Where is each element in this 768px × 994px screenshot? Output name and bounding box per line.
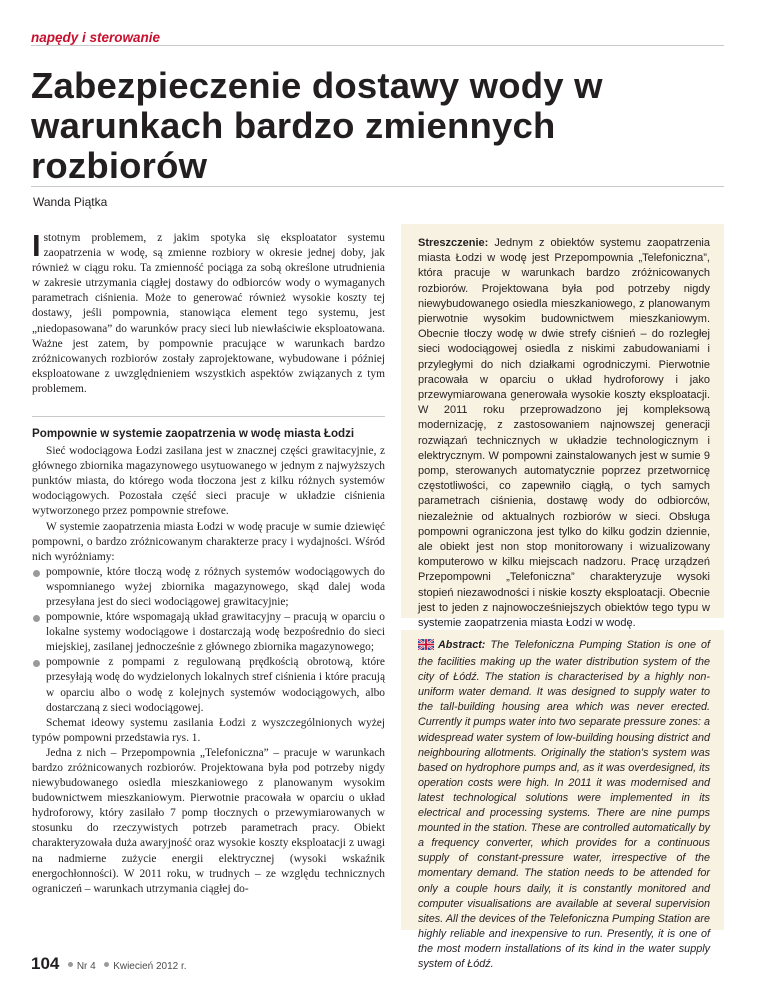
subheading: Pompownie w systemie zaopatrzenia w wodę miasta Łodzi xyxy=(32,427,355,441)
separator-dot xyxy=(104,962,109,967)
abstract-polish xyxy=(401,224,724,630)
abstract-polish-text: Jednym z obiektów systemu zaopatrzenia miasta Łodzi w wodę jest Przepompownia „Telefoniczna”, która pracuje w warunkach bardzo zróżnicowanych rozbiorów. Projektowana była pod potrzeby nigdy niewybudowanego osiedla mieszkaniowego, z planowanym pierwotnie wysokim budownictwem mieszkaniowym. Obecnie tłoczy wodę w dwie strefy ciśnień – do rozległej sieci wodociągowej osiedla z niskimi zabudowaniami i przyległymi do nich działkami ogrodniczymi. Pierwotnie pracowała w oparciu o układ hydroforowy i jako przewymiarowana generowała wysokie koszty eksploatacji. W 2011 roku przeprowadzono jej kompleksową modernizację, z zastosowaniem najnowszej generacji rozwiązań technicznych w układzie technologicznym i elektrycznym. W pompowni zainstalowanych jest w sumie 9 pomp, sterowanych automatycznie poprzez przetwornicę częstotliwości, co zapewniło ciągłą, o tych samych parametrach ciśnienia, dostawę wody do odbiorców, niezależnie od aktualnych rozbiorów w sieci. Obsługa pompowni ograniczona jest tylko do kilku godzin dziennie, ale obiekt jest non stop monitorowany i wizualizowany komputerowo w kilku miejscach nadzoru. Pracę urządzeń Przepompowni „Telefoniczna” charakteryzuje wysoki stopień niezawodności i niskie koszty eksploatacji. Obecnie jest to jeden z najnowocześniejszych obiektów tego typu w systemie zaopatrzenia miasta Łodzi w wodę. xyxy=(418,237,710,630)
subheading-rule xyxy=(32,416,385,417)
bullet-icon xyxy=(33,660,40,667)
left-column xyxy=(32,228,385,897)
list-item: pompownie z pompami z regulowaną prędkością obrotową, które przesyłają wodę do wydzielonych lokalnych stref ciśnienia i które pracują w oparciu albo o wodę z kolejnych systemów wodociągowych, albo dostarczaną z sieci wodociągowej. xyxy=(32,655,385,715)
separator-dot xyxy=(68,962,73,967)
body-paragraph-3: Schemat ideowy systemu zasilania Łodzi z wyszczególnionych wyżej typów pompowni przedstawia rys. 1. xyxy=(32,716,385,744)
list-item: pompownie, które tłoczą wodę z różnych systemów wodociągowych do wspomnianego wyżej zbiornika magazynowego, skąd dalej woda przesyłana jest do sieci wodociągowej grawitacyjnie; xyxy=(32,565,385,610)
top-rule xyxy=(31,45,724,46)
uk-flag-icon xyxy=(418,639,434,655)
abstract-english-text: The Telefoniczna Pumping Station is one of the facilities making up the water distribution system of the city of Łódź. The station is characterised by a highly non-uniform water demand. It was designed to supply water to the tall-building housing area which was never erected. Currently it pumps water into two separate pressure zones: a widespread water system of low-building housing district and neighbouring allotments. Originally the station's system was based on hydrophore pumps and, as it was overdesigned, its operation costs were high. In 2011 it was modernised and latest technological solutions were implemented in its electrical and processing systems. There are nine pumps mounted in the station. These are controlled automatically by a frequency converter, which provides for a continuous supply of constant-pressure water, irrespective of the momentary demand. The station needs to be attended for only a couple hours daily, it is constantly monitored and computer visualisations are available at several supervision sites. All the devices of the Telefoniczna Pumping Station are highly reliable and inexpensive to run. Presently, it is one of the most modern installations of its kind in the water supply system of Łódź. xyxy=(418,639,710,970)
bullet-list xyxy=(32,565,385,716)
author-rule xyxy=(31,186,724,187)
body-paragraph-4: Jedna z nich – Przepompownia „Telefoniczna” – pracuje w warunkach bardzo zróżnicowanych rozbiorów. Projektowana była pod potrzeby nigdy niewybudowanego osiedla mieszkaniowego z planowanym wysokim budownictwem mieszkaniowym. Pierwotnie pracowała w oparciu o układ hydroforowy, który zasilało 7 pomp tłocznych o przewymiarowanych w stosunku do rzeczywistych potrzeb parametrach pracy. Obiekt charakteryzowała duża awaryjność oraz wysokie koszty eksploatacji z uwagi na nadmierne zużycie energii elektrycznej (wysoki wskaźnik energochłonności). W 2011 roku, w trudnych – ze względu technicznych ograniczeń – warunkach utrzymania ciągłej do- xyxy=(32,746,385,895)
abstract-english-label: Abstract: xyxy=(438,639,486,651)
author-name: Wanda Piątka xyxy=(33,195,108,209)
bullet-icon xyxy=(33,570,40,577)
page-footer xyxy=(31,954,187,974)
section-tag: napędy i sterowanie xyxy=(31,30,161,45)
page-number: 104 xyxy=(31,954,60,973)
article-title: Zabezpieczenie dostawy wody w warunkach bardzo zmiennych rozbiorów xyxy=(31,65,603,186)
drop-cap: I xyxy=(32,228,41,263)
abstract-polish-label: Streszczenie: xyxy=(418,237,489,249)
body-paragraph-1: Sieć wodociągowa Łodzi zasilana jest w znacznej części grawitacyjnie, z głównego zbiornika magazynowego usytuowanego w jednym z najwyższych punktów miasta, do którego woda tłoczona jest z kilku różnych systemów wodociągowych. Pozostała część sieci pracuje w układzie ciśnienia wytworzonego przez pompownie strefowe. xyxy=(32,445,385,518)
intro-text: stotnym problemem, z jakim spotyka się eksploatator systemu zaopatrzenia w wodę, są zmienne rozbiory w okresie jednej doby, jak również w ciągu roku. Ta zmienność pociąga za sobą określone utrudnienia w zakresie utrzymania ciągłej dostawy do odbiorców wody o wymaganych parametrach ciśnienia. Może to generować również wysokie koszty tej dostawy, jeśli pompownia, stanowiąca element tego systemu, jest „niedopasowana” do warunków pracy sieci lub niewłaściwie eksploatowana. Ważne jest zatem, by pompownie pracujące w warunkach bardzo zróżnicowanych rozbiorów zostały zaprojektowane, wybudowane i później eksploatowane z uwzględnieniem wszystkich aspektów związanych z tym problemem. xyxy=(32,232,385,395)
body-paragraph-2: W systemie zaopatrzenia miasta Łodzi w wodę pracuje w sumie dziewięć pompowni, o bardzo zróżnicowanym charakterze pracy i wydajności. Wśród nich wyróżniamy: xyxy=(32,520,385,563)
abstract-english xyxy=(401,630,724,970)
issue-number: Nr 4 xyxy=(76,961,96,972)
bullet-icon xyxy=(33,615,40,622)
intro-paragraph xyxy=(32,228,385,397)
issue-date: Kwiecień 2012 r. xyxy=(113,961,187,972)
list-item: pompownie, które wspomagają układ grawitacyjny – pracują w oparciu o lokalne systemy wodociągowe i dostarczają wodę bezpośrednio do sieci miejskiej, zasilanej jednocześnie z głównego zbiornika magazynowego; xyxy=(32,610,385,655)
